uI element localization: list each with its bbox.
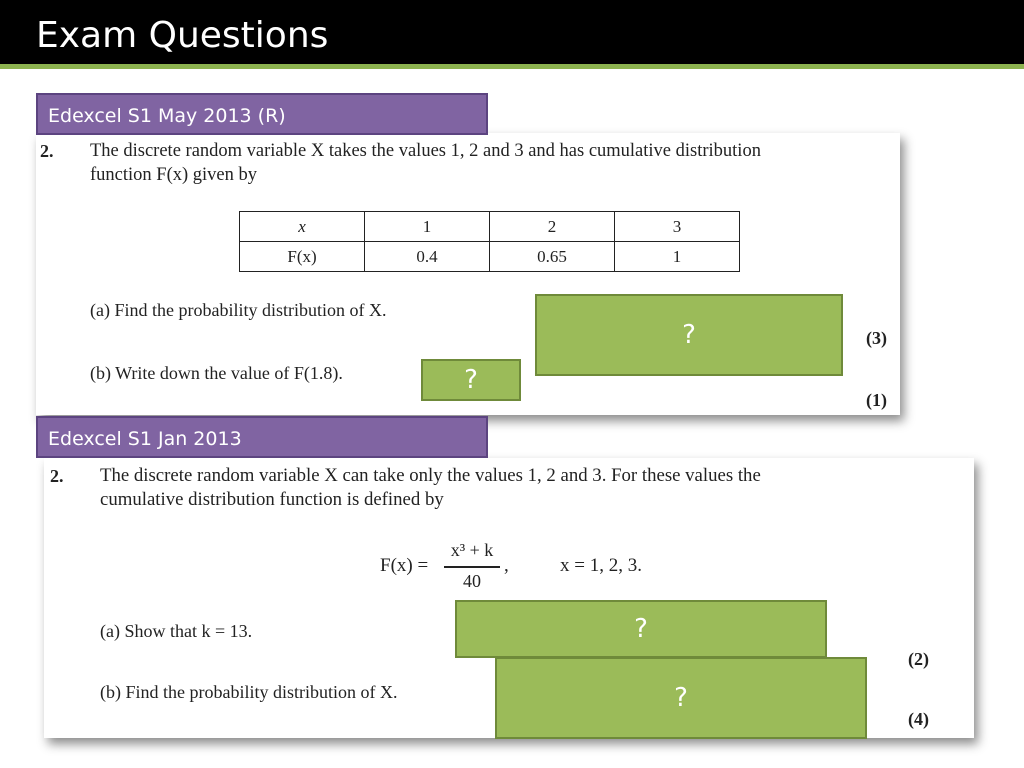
reveal-answer-1a[interactable]: ? <box>535 294 843 376</box>
reveal-answer-1b[interactable]: ? <box>421 359 521 401</box>
fraction-bar <box>444 566 500 568</box>
slide-title: Exam Questions <box>36 15 329 56</box>
formula-denominator: 40 <box>463 571 481 591</box>
table-row <box>240 212 740 242</box>
part-a-text: (a) Show that k = 13. <box>100 621 253 641</box>
question-number: 2. <box>40 141 54 161</box>
table-cell: 1 <box>365 212 490 242</box>
question-text-line-1: The discrete random variable X can take only the values 1, 2 and 3. For these values the <box>100 465 761 486</box>
table-cell: 3 <box>615 212 740 242</box>
table-cell: 1 <box>615 242 740 272</box>
table-cell: 0.4 <box>365 242 490 272</box>
question-number: 2. <box>50 466 64 486</box>
table-cell: x <box>240 212 365 242</box>
reveal-answer-2b[interactable]: ? <box>495 657 867 739</box>
table-cell: 2 <box>490 212 615 242</box>
part-b-marks: (4) <box>908 709 929 729</box>
table-row <box>240 242 740 272</box>
question-text-line-2: function F(x) given by <box>90 165 257 185</box>
part-a-text: (a) Find the probability distribution of X. <box>90 300 387 320</box>
table-cell: F(x) <box>240 242 365 272</box>
part-b-text: (b) Write down the value of F(1.8). <box>90 363 343 383</box>
part-b-marks: (1) <box>866 390 887 410</box>
table-cell: 0.65 <box>490 242 615 272</box>
question-text-line-2: cumulative distribution function is defined by <box>100 489 444 510</box>
source-tag-2: Edexcel S1 Jan 2013 <box>36 416 488 458</box>
source-tag-1: Edexcel S1 May 2013 (R) <box>36 93 488 135</box>
formula-numerator: x³ + k <box>450 540 494 560</box>
formula-comma: , <box>504 555 509 576</box>
question-text-line-1: The discrete random variable X takes the values 1, 2 and 3 and has cumulative distribution <box>90 141 761 161</box>
formula-domain: x = 1, 2, 3. <box>560 555 642 576</box>
part-a-marks: (3) <box>866 328 887 348</box>
reveal-answer-2a[interactable]: ? <box>455 600 827 658</box>
part-b-text: (b) Find the probability distribution of X. <box>100 682 398 702</box>
header-accent-line <box>0 64 1024 69</box>
formula-lhs: F(x) = <box>380 555 429 576</box>
part-a-marks: (2) <box>908 649 929 669</box>
cdf-table <box>239 211 740 272</box>
